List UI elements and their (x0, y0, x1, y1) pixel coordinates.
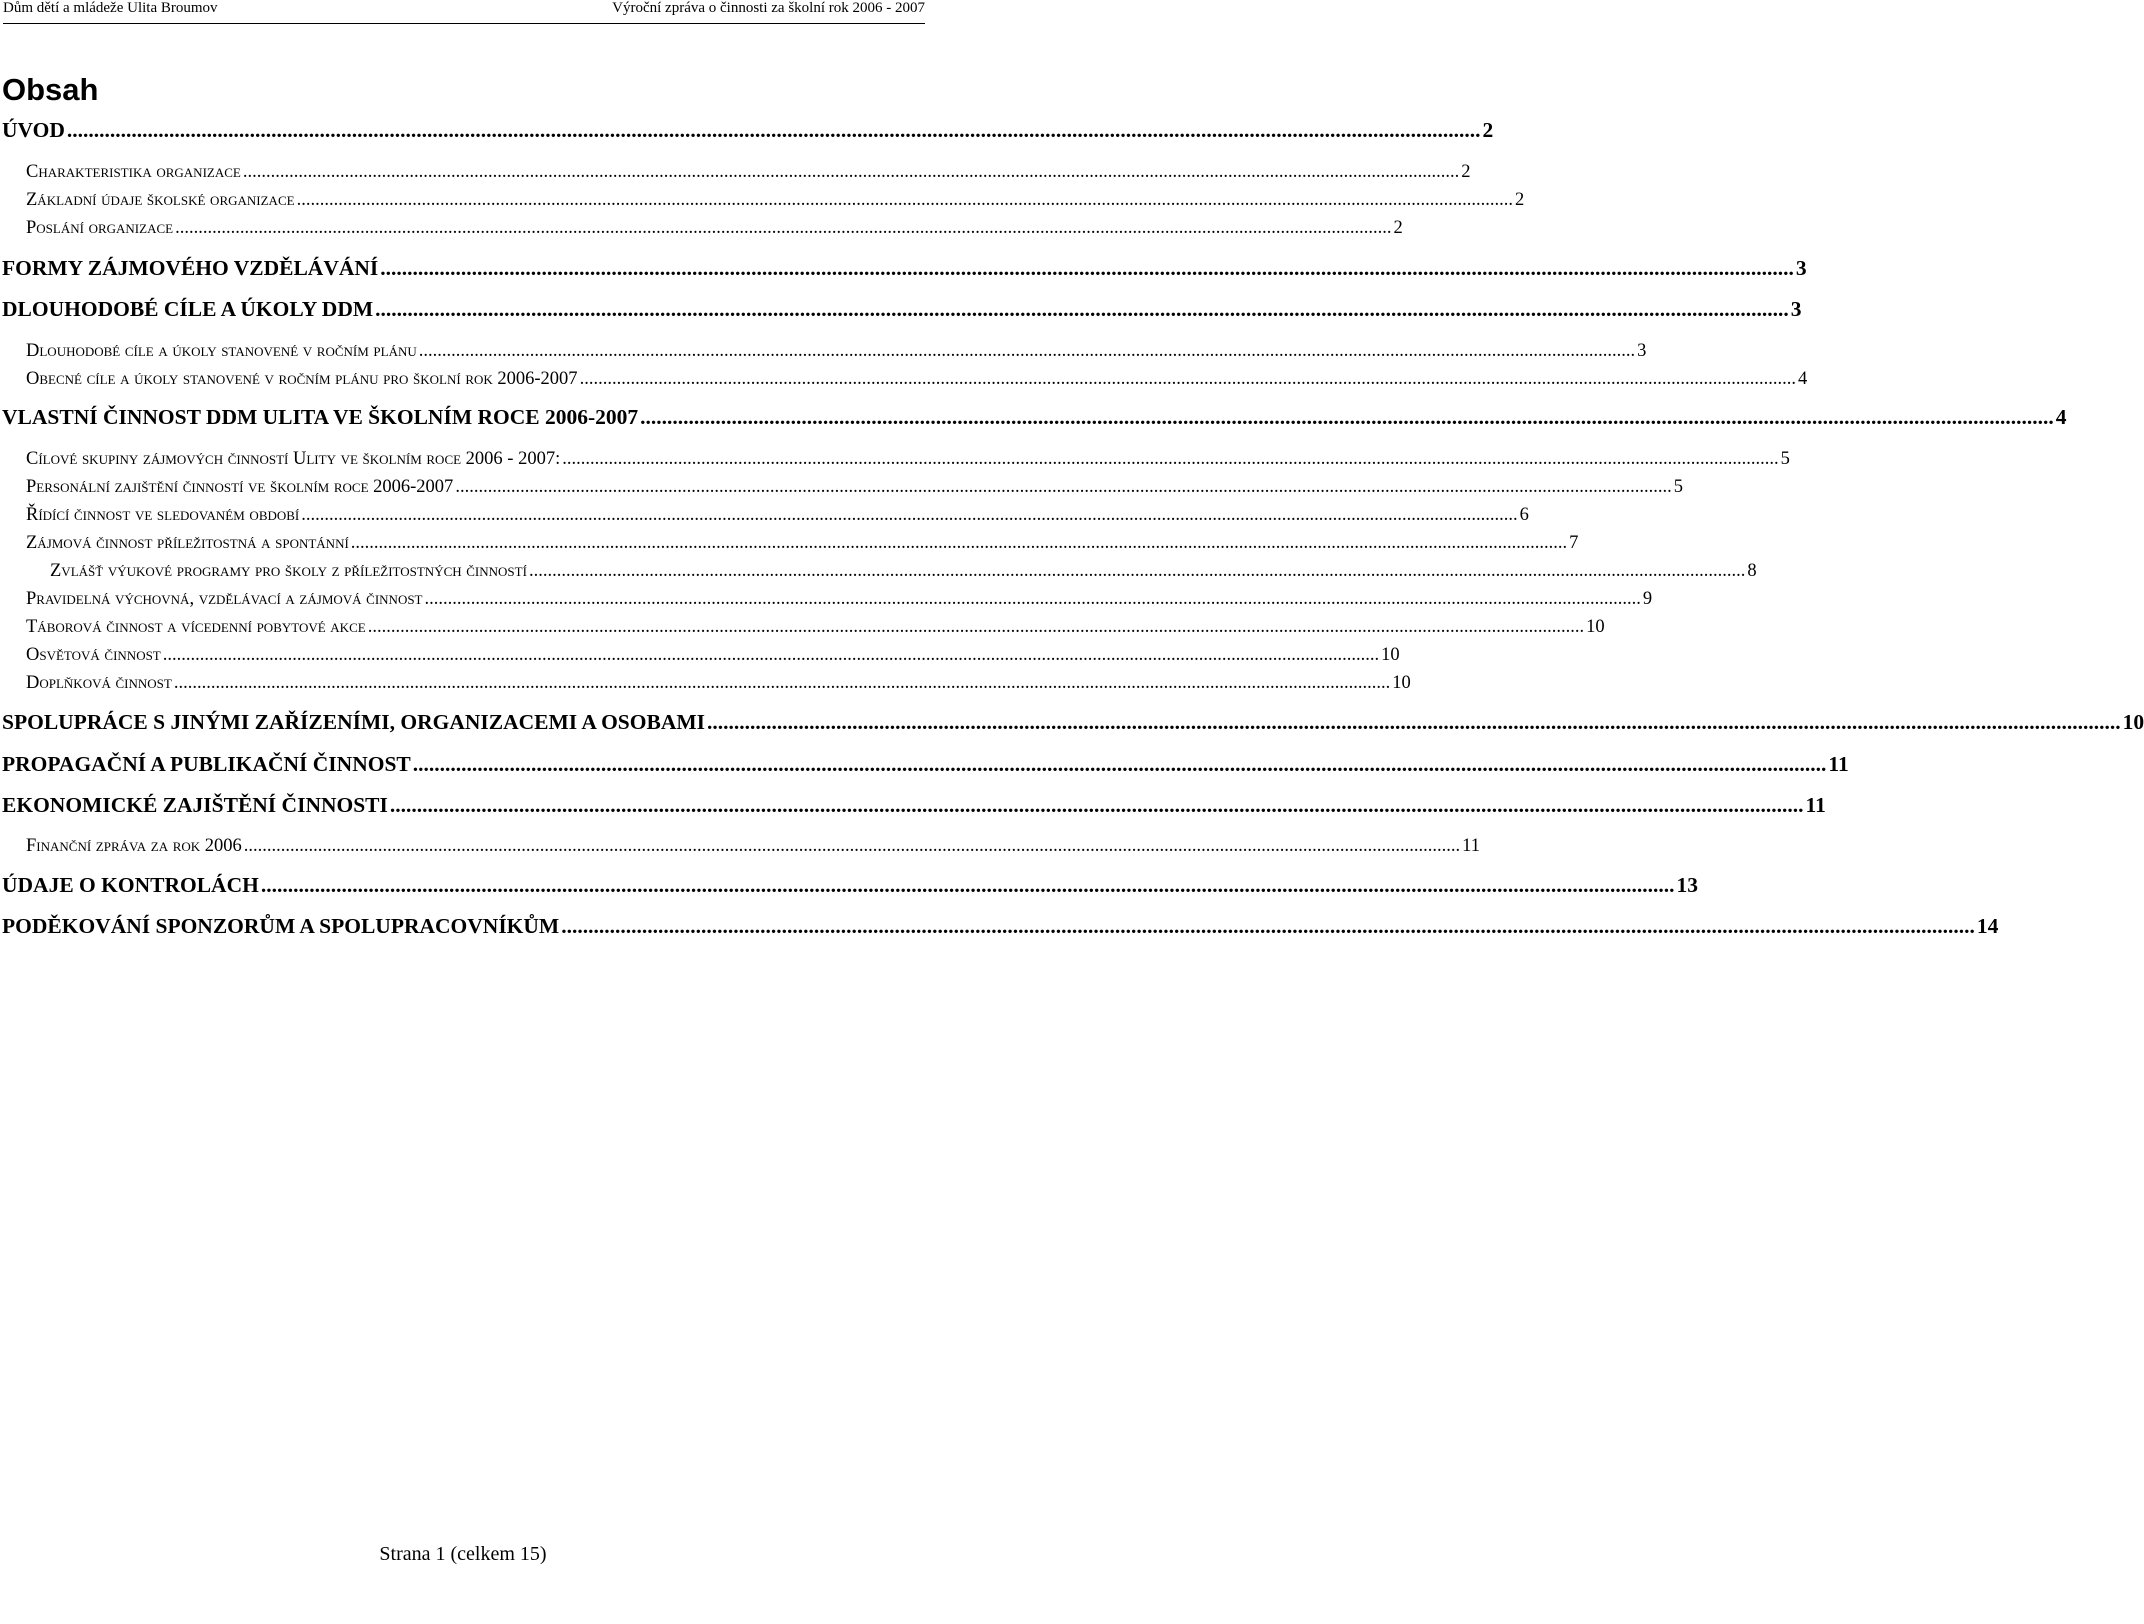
toc-entry-page: 2 (1461, 162, 1471, 182)
toc-entry-podekovani[interactable] (0, 914, 1999, 939)
toc-leader-dots (413, 752, 1827, 777)
page-footer: Strana 1 (celkem 15) (379, 1543, 547, 1565)
toc-leader-dots (419, 341, 1635, 362)
toc-entry-title: Personální zajištění činností ve školním roce 2006-2007 (26, 477, 454, 497)
toc-leader-dots (390, 793, 1804, 818)
toc-entry-title: DLOUHODOBÉ CÍLE A ÚKOLY DDM (2, 297, 374, 321)
toc-entry-cilove-skupiny[interactable] (0, 449, 1790, 470)
header-report-title: Výroční zpráva o činnosti za školní rok 2006 - 2007 (612, 0, 925, 16)
toc-entry-propagacni[interactable] (0, 752, 1849, 777)
toc-entry-page: 3 (1795, 256, 1807, 280)
toc-entry-page: 8 (1747, 561, 1757, 581)
toc-leader-dots (380, 256, 1794, 281)
toc-leader-dots (297, 190, 1513, 211)
toc-entry-page: 2 (1514, 190, 1525, 210)
toc-entry-page: 11 (1828, 752, 1849, 776)
toc-entry-page: 7 (1569, 533, 1579, 553)
toc-leader-dots (580, 369, 1796, 390)
toc-entry-page: 11 (1462, 836, 1480, 856)
toc-entry-prilezitostna[interactable] (0, 533, 1579, 554)
toc-entry-title: Doplňková činnost (26, 673, 172, 693)
toc-entry-page: 5 (1780, 449, 1790, 469)
toc-entry-title: Dlouhodobé cíle a úkoly stanovené v ročním plánu (26, 341, 417, 361)
toc-entry-page: 10 (1586, 617, 1605, 637)
toc-entry-ekonomicke[interactable] (0, 793, 1826, 818)
toc-entry-title: Zájmová činnost příležitostná a spontánní (26, 533, 349, 553)
toc-leader-dots (174, 673, 1390, 694)
toc-entry-zakladni-udaje[interactable] (0, 190, 1525, 211)
toc-entry-vyukove-programy[interactable] (0, 561, 1757, 582)
toc-leader-dots (67, 118, 1481, 143)
toc-entry-title: Pravidelná výchovná, vzdělávací a zájmová činnost (26, 589, 423, 609)
toc-entry-page: 2 (1482, 118, 1494, 142)
toc-entry-page: 5 (1673, 477, 1683, 497)
toc-entry-title: FORMY ZÁJMOVÉHO VZDĚLÁVÁNÍ (2, 256, 379, 280)
toc-entry-dlouhodobe-rocni[interactable] (0, 341, 1647, 362)
toc-leader-dots (368, 617, 1584, 638)
toc-leader-dots (375, 297, 1789, 322)
toc-entry-title: Poslání organizace (26, 218, 174, 238)
toc-entry-obecne-cile[interactable] (0, 369, 1808, 390)
toc-entry-title: PROPAGAČNÍ A PUBLIKAČNÍ ČINNOST (2, 752, 411, 776)
toc-leader-dots (455, 477, 1671, 498)
toc-leader-dots (529, 561, 1745, 582)
toc-entry-page: 11 (1805, 793, 1826, 817)
toc-entry-page: 9 (1642, 589, 1653, 609)
toc-entry-title: Charakteristika organizace (26, 162, 241, 182)
toc-leader-dots (301, 505, 1517, 526)
toc-leader-dots (261, 873, 1675, 898)
toc-entry-ridici[interactable] (0, 505, 1529, 526)
toc-entry-pravidelna[interactable] (0, 589, 1653, 610)
toc-leader-dots (163, 645, 1379, 666)
toc-entry-title: ÚVOD (2, 118, 65, 142)
toc-entry-title: SPOLUPRÁCE S JINÝMI ZAŘÍZENÍMI, ORGANIZACEMI A OSOBAMI (2, 710, 706, 734)
toc-entry-page: 3 (1790, 297, 1802, 321)
toc-entry-charakteristika[interactable] (0, 162, 1471, 183)
toc-leader-dots (561, 914, 1975, 939)
toc-entry-page: 10 (1381, 645, 1400, 665)
toc-entry-title: PODĚKOVÁNÍ SPONZORŮM A SPOLUPRACOVNÍKŮM (2, 914, 560, 938)
toc-entry-title: Osvětová činnost (26, 645, 161, 665)
toc-leader-dots (243, 162, 1459, 183)
toc-entry-formy[interactable] (0, 256, 1807, 281)
toc-leader-dots (562, 449, 1778, 470)
toc-entry-title: EKONOMICKÉ ZAJIŠTĚNÍ ČINNOSTI (2, 793, 388, 817)
toc-leader-dots (640, 405, 2054, 430)
toc-entry-personalni[interactable] (0, 477, 1683, 498)
toc-entry-page: 6 (1519, 505, 1529, 525)
toc-entry-title: Cílové skupiny zájmových činností Ulity ve školním roce 2006 - 2007: (26, 449, 561, 469)
toc-entry-title: Řídící činnost ve sledovaném období (26, 505, 300, 525)
toc-entry-uvod[interactable] (0, 118, 1494, 143)
toc-entry-page: 4 (2055, 405, 2067, 429)
toc-entry-doplnkova[interactable] (0, 673, 1411, 694)
page-header (3, 0, 925, 24)
toc-entry-poslani[interactable] (0, 218, 1403, 239)
toc-entry-title: Finanční zpráva za rok 2006 (26, 836, 242, 856)
header-organization: Dům dětí a mládeže Ulita Broumov (3, 0, 218, 16)
toc-entry-title: ÚDAJE O KONTROLÁCH (2, 873, 259, 897)
toc-entry-page: 10 (1392, 673, 1411, 693)
toc-entry-dlouhodobe-cile[interactable] (0, 297, 1802, 322)
toc-entry-spoluprace[interactable] (0, 710, 2144, 735)
toc-entry-title: Základní údaje školské organizace (26, 190, 295, 210)
toc-leader-dots (244, 836, 1460, 857)
toc-entry-page: 13 (1676, 873, 1698, 897)
toc-entry-title: VLASTNÍ ČINNOST DDM ULITA VE ŠKOLNÍM ROCE 2006-2007 (2, 405, 639, 429)
toc-entry-title: Obecné cíle a úkoly stanovené v ročním plánu pro školní rok 2006-2007 (26, 369, 578, 389)
toc-entry-taborova[interactable] (0, 617, 1605, 638)
toc-entry-financni-zprava[interactable] (0, 836, 1480, 857)
toc-entry-vlastni-cinnost[interactable] (0, 405, 2067, 430)
toc-entry-page: 10 (2122, 710, 2144, 734)
toc-entry-title: Táborová činnost a vícedenní pobytové akce (26, 617, 366, 637)
toc-leader-dots (351, 533, 1567, 554)
toc-entry-page: 4 (1797, 369, 1808, 389)
toc-leader-dots (175, 218, 1391, 239)
toc-entry-osvetova[interactable] (0, 645, 1400, 666)
toc-entry-page: 14 (1976, 914, 1999, 938)
toc-entry-kontroly[interactable] (0, 873, 1698, 898)
toc-heading: Obsah (2, 72, 99, 107)
toc-leader-dots (425, 589, 1641, 610)
toc-entry-page: 2 (1393, 218, 1403, 238)
toc-entry-title: Zvlášť výukové programy pro školy z příležitostných činností (50, 561, 527, 581)
toc-entry-page: 3 (1637, 341, 1647, 361)
toc-leader-dots (707, 710, 2121, 735)
